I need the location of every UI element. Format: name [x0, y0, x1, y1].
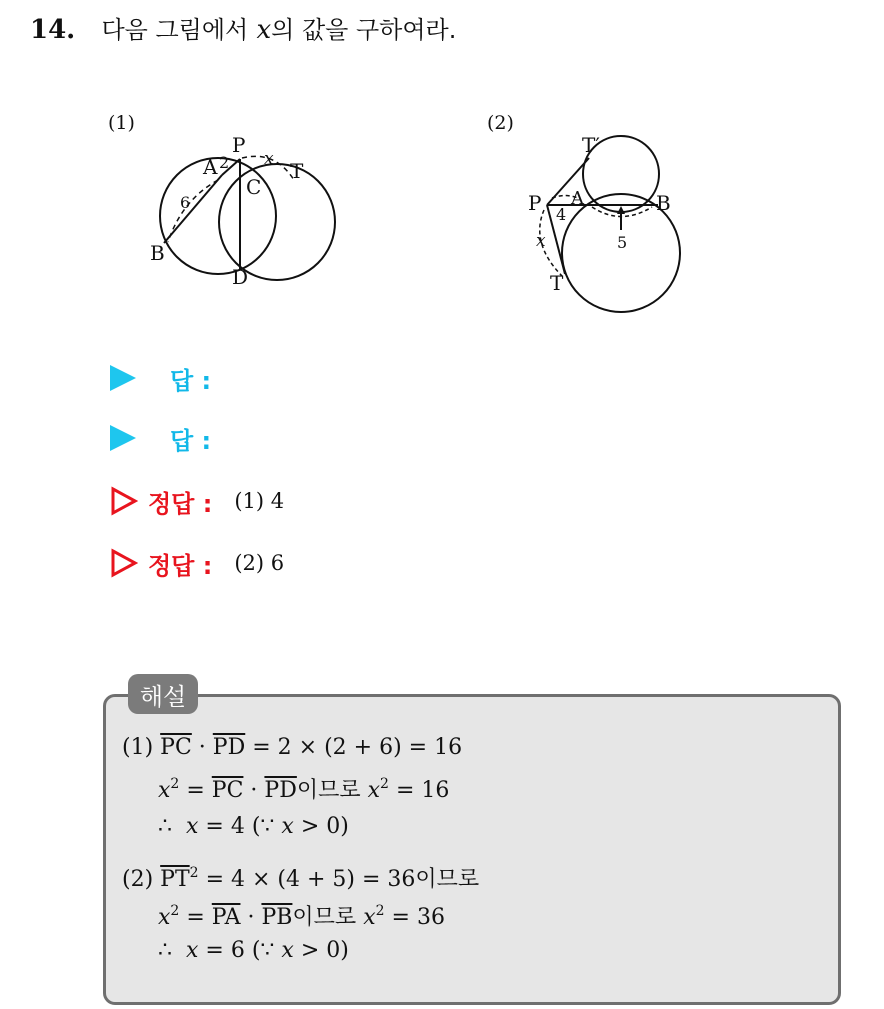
- figure1: [140, 128, 340, 293]
- figure1-length-AB: 6: [180, 193, 191, 212]
- solution-1-line-1: (1) $\overline{PC} \cdot \overline{PD} = 2 \times (2 + 6) = 16$: [122, 735, 463, 760]
- solution-2-line-3: ∴ x = 6 (∵ x > 0): [158, 938, 349, 963]
- problem-variable: x: [256, 15, 272, 45]
- solution-1-line-2: $x^2 = \overline{PC} \cdot \overline{PD}$이므로 $x^2 = 16$: [158, 776, 450, 803]
- figure2-point-P: P: [528, 191, 542, 215]
- correct-answer-row-2: [110, 545, 284, 581]
- answer-label: 답 :: [170, 426, 212, 455]
- figure1-length-PA: 2: [219, 153, 230, 172]
- problem-number: 14.: [30, 15, 76, 45]
- solution-1-line-3: ∴ x = 4 (∵ x > 0): [158, 814, 349, 839]
- solution-tab: 해설: [128, 674, 198, 714]
- correct-answer-label: 정답 :: [148, 551, 213, 580]
- figure1-point-T: T: [290, 159, 304, 183]
- correct-answer-value: (2) 6: [234, 551, 285, 575]
- answer-row-2: [110, 420, 211, 456]
- correct-answer-row-1: [110, 483, 284, 519]
- figure2: [520, 128, 700, 323]
- figure2-point-B: B: [656, 191, 671, 215]
- problem-text-before: 다음 그림에서: [101, 16, 249, 44]
- problem-header: [30, 10, 456, 45]
- figure1-point-P: P: [232, 133, 246, 157]
- figure1-line-AB: [164, 175, 222, 243]
- answer-label: 답 :: [170, 366, 212, 395]
- figure2-label: (2): [487, 112, 514, 134]
- answer-row-1: [110, 360, 211, 396]
- figure2-length-PT: x: [536, 231, 546, 251]
- figure1-point-C: C: [246, 175, 262, 199]
- figure2-length-AB: 5: [617, 233, 628, 252]
- figure1-point-A: A: [203, 155, 218, 179]
- solution-2-line-1: (2) $\overline{PT}^2 = 4 \times (4 + 5) = 36$이므로: [122, 865, 480, 892]
- figure2-point-Tprime: T′: [582, 133, 600, 157]
- outline-triangle-icon: [110, 548, 138, 578]
- figure2-point-A: A: [571, 188, 584, 209]
- figure2-arrow-head: [617, 206, 625, 214]
- correct-answer-label: 정답 :: [148, 489, 213, 518]
- figure1-length-PT: x: [264, 149, 274, 169]
- solution-2-line-2: $x^2 = \overline{PA} \cdot \overline{PB}$이므로 $x^2 = 36$: [158, 903, 445, 930]
- correct-answer-value: (1) 4: [234, 489, 285, 513]
- figure1-point-D: D: [232, 265, 249, 289]
- figure2-length-PA: 4: [556, 205, 567, 224]
- play-triangle-icon: [110, 425, 136, 451]
- figure1-circle-right: [219, 164, 335, 280]
- play-triangle-icon: [110, 365, 136, 391]
- figure1-label: (1): [108, 112, 135, 134]
- figure1-point-B: B: [150, 241, 165, 265]
- problem-text-after: 의 값을 구하여라.: [271, 16, 457, 44]
- outline-triangle-icon: [110, 486, 138, 516]
- figure2-point-T: T: [550, 271, 564, 295]
